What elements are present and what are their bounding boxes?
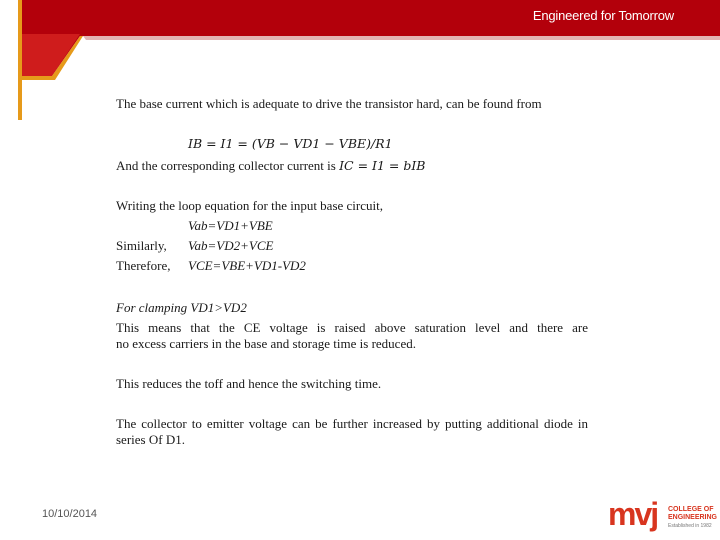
paragraph-loop-equation: Writing the loop equation for the input base circuit, [116,198,383,213]
footer-date: 10/10/2014 [42,508,98,520]
equation-vab-collector: Vab=VD2+VCE [188,238,274,253]
paragraph-collector-current [116,158,425,174]
label-similarly: Similarly, [116,238,167,253]
paragraph-ce-voltage-line2: no excess carriers in the base and storage time is reduced. [116,336,416,351]
equation-vce: VCE=VBE+VD1-VD2 [188,258,306,273]
college-logo [608,496,718,538]
collector-current-text: And the corresponding collector current is [116,158,340,173]
equation-base-current: IB = I1 = (VB − VD1 − VBE)/R1 [188,136,393,151]
paragraph-ce-voltage-line1: This means that the CE voltage is raised above saturation level and there are [116,320,588,335]
tagline: Engineered for Tomorrow [532,8,674,23]
logo-text [668,506,717,530]
logo-line1: COLLEGE OF [668,506,714,513]
paragraph-additional-diode-line1: The collector to emitter voltage can be further increased by putting additional diode in [116,416,588,431]
logo-mark: mvj [608,496,658,532]
logo-line3: Established in 1982 [668,523,712,529]
clamping-condition: For clamping VD1>VD2 [116,300,247,315]
label-therefore: Therefore, [116,258,171,273]
paragraph-base-current: The base current which is adequate to drive the transistor hard, can be found from [116,96,542,111]
equation-vab-base: Vab=VD1+VBE [188,218,273,233]
equation-collector-current: IC = I1 = bIB [339,158,426,173]
paragraph-toff: This reduces the toff and hence the switching time. [116,376,382,391]
logo-line2: ENGINEERING [668,514,718,521]
paragraph-additional-diode-line2: series Of D1. [116,432,185,447]
